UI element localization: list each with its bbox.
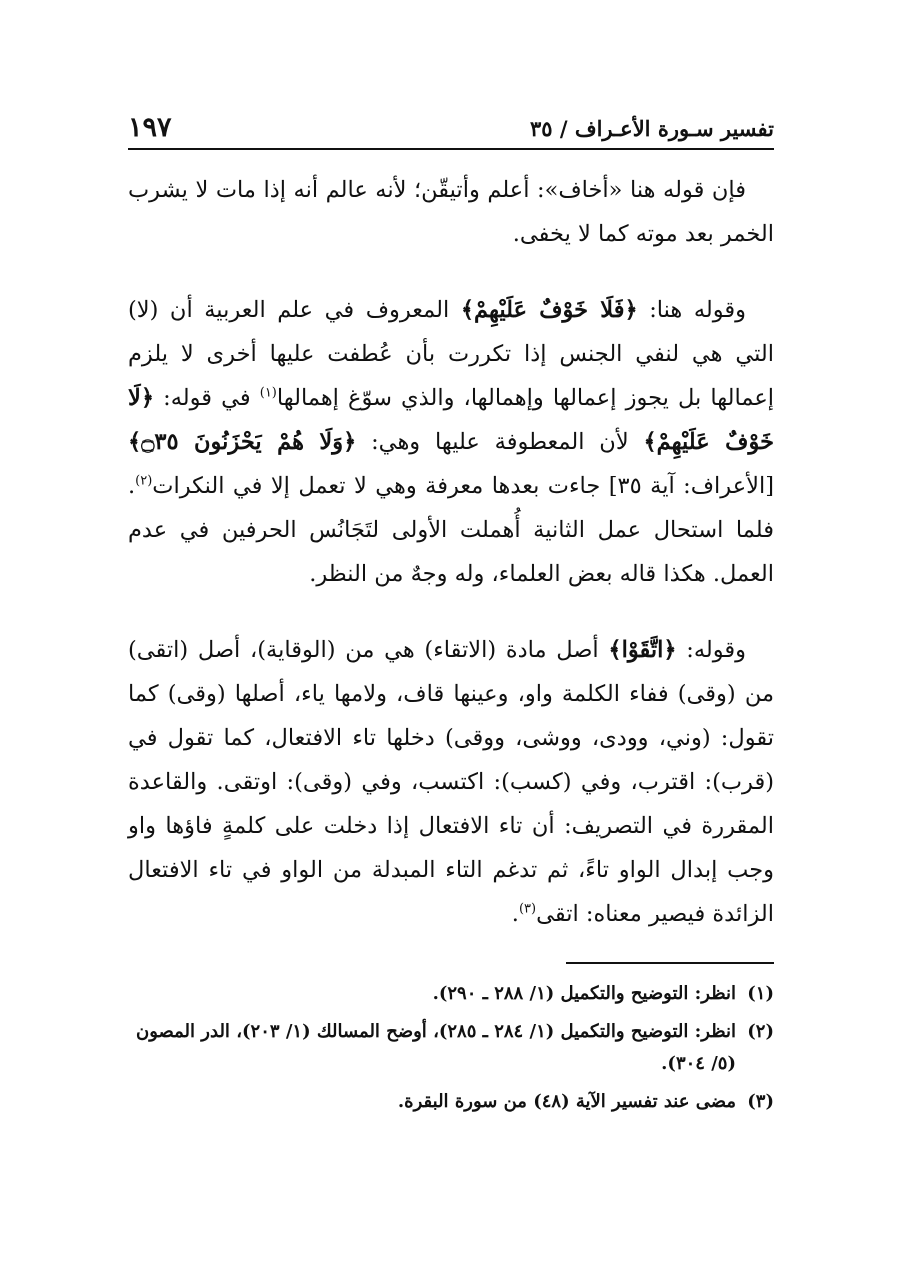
quran-quote-1: ﴿فَلَا خَوْفٌ عَلَيْهِمْ﴾ [460, 297, 638, 323]
footnote-ref-3: (٣) [518, 901, 537, 917]
footnote-3-text: مضى عند تفسير الآية (٤٨) من سورة البقرة. [397, 1091, 736, 1112]
footnote-ref-1: (١) [259, 385, 277, 401]
paragraph-2-text-2: المعروف في علم العربية أن (لا) التي هي لنفي الجنس إذا تكررت بأن عُطفت عليها أخرى لا يلزم إعمالها بل يجوز إعمالها وإهمالها، والذي سوّغ إهمالها [128, 297, 775, 411]
paragraph-2 [128, 288, 774, 596]
footnote-1 [128, 978, 774, 1010]
paragraph-2-text-1: وقوله هنا: [637, 297, 746, 323]
paragraph-1 [128, 168, 774, 256]
quran-quote-4: ﴿اتَّقَوْا﴾ [608, 637, 677, 663]
footnotes [128, 978, 774, 1118]
footnote-ref-2: (٢) [135, 473, 153, 489]
book-page [128, 112, 774, 1124]
quran-quote-2: ﴿لَا خَوْفٌ عَلَيْهِمْ﴾ [128, 385, 774, 455]
footnote-divider [566, 962, 774, 964]
footnote-3-number: (٣) [747, 1091, 774, 1112]
paragraph-2-text-5: [الأعراف: آية ٣٥] جاءت بعدها معرفة وهي لا تعمل إلا في النكرات [152, 473, 775, 499]
paragraph-3 [128, 628, 774, 936]
main-text [128, 168, 774, 936]
quran-quote-3: ﴿وَلَا هُمْ يَحْزَنُونَ ۝٣٥﴾ [128, 429, 357, 455]
paragraph-3-text-1: وقوله: [676, 637, 746, 663]
paragraph-2-text-3: في قوله: [154, 385, 260, 411]
page-number: ١٩٧ [128, 112, 172, 143]
paragraph-3-text-3: . [511, 901, 519, 927]
footnote-1-number: (١) [747, 983, 774, 1004]
paragraph-1-text: فإن قوله هنا «أخاف»: أعلم وأتيقّن؛ لأنه عالم أنه إذا مات لا يشرب الخمر بعد موته كما لا يخفى. [128, 177, 774, 247]
footnote-1-text: انظر: التوضيح والتكميل (١/ ٢٨٨ ـ ٢٩٠). [432, 983, 736, 1004]
page-header [128, 112, 774, 150]
paragraph-2-text-4: لأن المعطوفة عليها وهي: [356, 429, 644, 455]
running-title: تفسير سـورة الأعـراف / ٣٥ [529, 116, 774, 141]
paragraph-3-text-2: أصل مادة (الاتقاء) هي من (الوقاية)، أصل (اتقى) من (وقى) ففاء الكلمة واو، وعينها قاف، ولامها ياء، أصلها (وقى) كما تقول: (وني، وودى، ووشى، ووقى) دخلها تاء الافتعال، كما تقول في (قرب): اقترب، وفي (كسب): اكتسب، وفي (وقى): اوتقى. والقاعدة المقررة في التصريف: أن تاء الافتعال إذا دخلت على كلمةٍ فاؤها واو وجب إبدال الواو تاءً، ثم تدغم التاء المبدلة من الواو في تاء الافتعال الزائدة فيصير معناه: اتقى [128, 637, 774, 927]
paragraph-2-text-6: . فلما استحال عمل الثانية أُهملت الأولى لتَجَانُس الحرفين في عدم العمل. هكذا قاله بعض العلماء، وله وجهٌ من النظر. [128, 473, 774, 587]
footnote-2 [128, 1016, 774, 1080]
footnote-3 [128, 1086, 774, 1118]
footnote-2-text: انظر: التوضيح والتكميل (١/ ٢٨٤ ـ ٢٨٥)، أوضح المسالك (١/ ٢٠٣)، الدر المصون (٥/ ٣٠٤). [136, 1021, 736, 1074]
footnote-2-number: (٢) [747, 1021, 774, 1042]
